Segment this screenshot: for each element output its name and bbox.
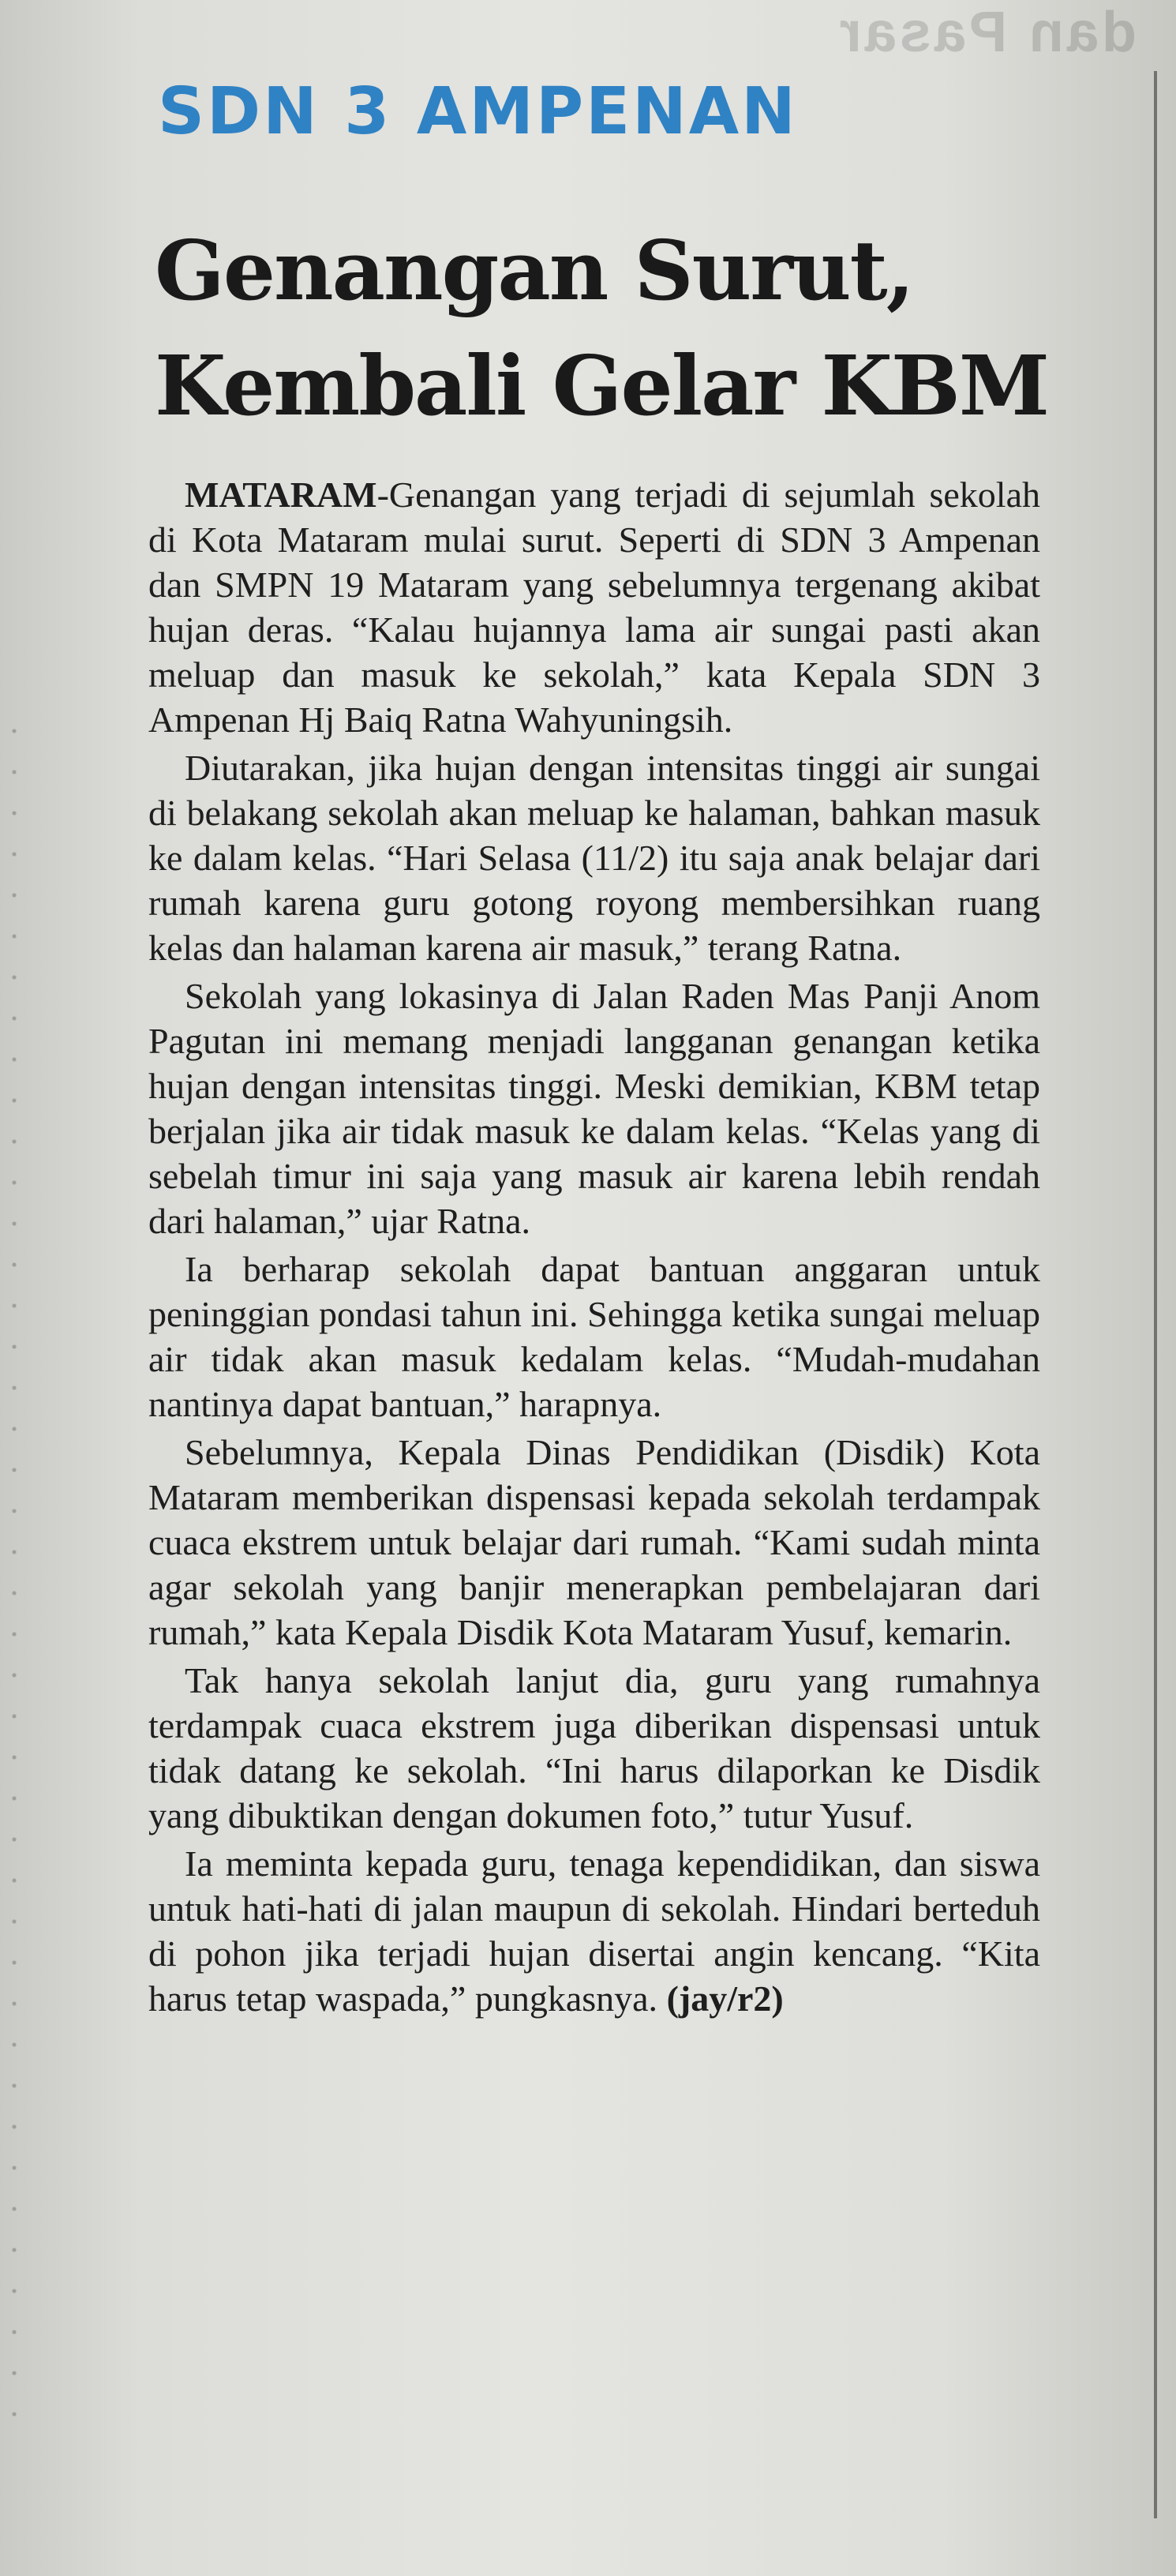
paragraph-2: Diutarakan, jika hujan dengan intensitas tinggi air sungai di belakang sekolah akan meluap ke halaman, bahkan masuk ke dalam kelas. “Hari Selasa (11/2) itu saja anak belajar dari rumah karena guru gotong royong membersihkan ruang kelas dan halaman karena air masuk,” terang Ratna. — [148, 748, 1040, 968]
article-body — [148, 472, 1040, 2024]
bleed-through-text: dan Pasar — [836, 1, 1137, 64]
paragraph-7 — [148, 1841, 1040, 2021]
paragraph-1-text: -Genangan yang terjadi di sejumlah sekolah di Kota Mataram mulai surut. Seperti di SDN 3 Ampenan dan SMPN 19 Mataram yang sebelumnya tergenang akibat hujan deras. “Kalau hujannya lama air sungai pasti akan meluap dan masuk ke sekolah,” kata Kepala SDN 3 Ampenan Hj Baiq Ratna Wahyuningsih. — [148, 474, 1040, 740]
column-rule — [1154, 71, 1157, 2518]
paragraph-7-text: Ia meminta kepada guru, tenaga kependidikan, dan siswa untuk hati-hati di jalan maupun di sekolah. Hindari berteduh di pohon jika terjadi hujan disertai angin kencang. “Kita harus tetap waspada,” pungkasnya. — [148, 1843, 1040, 2019]
byline-credit: (jay/r2) — [666, 1978, 784, 2019]
paragraph-4: Ia berharap sekolah dapat bantuan anggaran untuk peninggian pondasi tahun ini. Sehingga ketika sungai meluap air tidak akan masuk kedalam kelas. “Mudah-mudahan nantinya dapat bantuan,” harapnya. — [148, 1249, 1040, 1424]
headline: Genangan Surut, Kembali Gelar KBM — [155, 222, 1048, 434]
paragraph-3: Sekolah yang lokasinya di Jalan Raden Mas Panji Anom Pagutan ini memang menjadi langganan genangan ketika hujan dengan intensitas tinggi. Meski demikian, KBM tetap berjalan jika air tidak masuk ke dalam kelas. “Kelas yang di sebelah timur ini saja yang masuk air karena lebih rendah dari halaman,” ujar Ratna. — [148, 976, 1040, 1241]
page-edge-texture — [5, 711, 24, 2447]
paragraph-1 — [148, 472, 1040, 742]
section-rubric: SDN 3 AMPENAN — [158, 74, 798, 149]
paragraph-6: Tak hanya sekolah lanjut dia, guru yang rumahnya terdampak cuaca ekstrem juga diberikan dispensasi untuk tidak datang ke sekolah. “Ini harus dilaporkan ke Disdik yang dibuktikan dengan dokumen foto,” tutur Yusuf. — [148, 1660, 1040, 1835]
paragraph-5: Sebelumnya, Kepala Dinas Pendidikan (Disdik) Kota Mataram memberikan dispensasi kepada sekolah terdampak cuaca ekstrem untuk belajar dari rumah. “Kami sudah minta agar sekolah yang banjir menerapkan pembelajaran dari rumah,” kata Kepala Disdik Kota Mataram Yusuf, kemarin. — [148, 1432, 1040, 1652]
dateline: MATARAM — [185, 474, 377, 515]
